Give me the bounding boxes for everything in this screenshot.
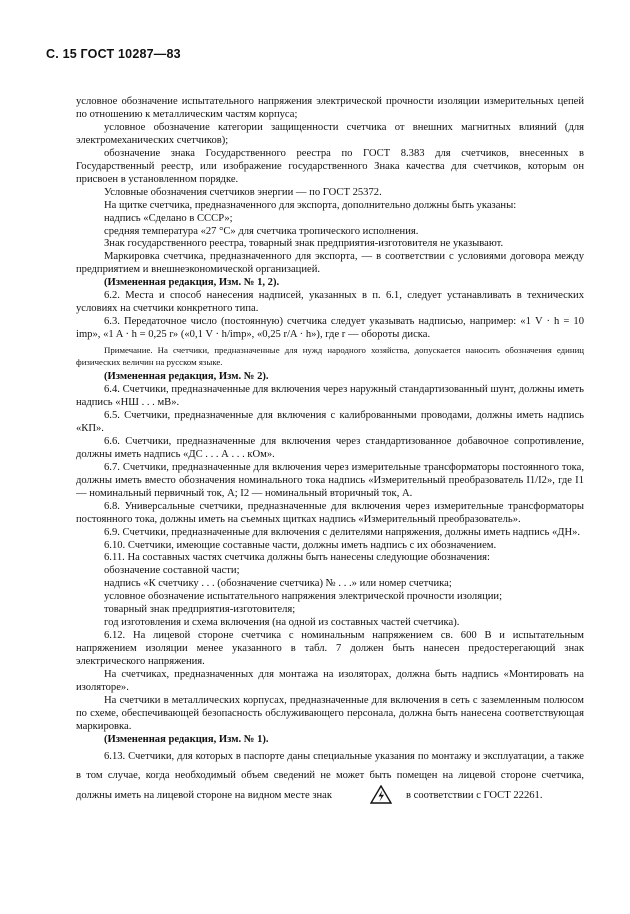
paragraph: Условные обозначения счетчиков энергии — по ГОСТ 25372. bbox=[104, 186, 382, 198]
clause-6-9: 6.9. Счетчики, предназначенные для включения с делителями напряжения, должны иметь надпись «ДН». bbox=[104, 526, 581, 538]
paragraph: На щитке счетчика, предназначенного для экспорта, дополнительно должны быть указаны: bbox=[104, 199, 517, 211]
clause-6-13 bbox=[76, 747, 584, 811]
revision-note: (Измененная редакция, Изм. № 1). bbox=[104, 733, 269, 745]
document-body bbox=[76, 96, 584, 811]
warning-triangle-icon bbox=[342, 785, 392, 811]
paragraph: условное обозначение испытательного напряжения электрической прочности изоляции измерительных цепей по отношению к металлическим частям корпуса; bbox=[76, 96, 584, 120]
list-item: товарный знак предприятия-изготовителя; bbox=[104, 604, 296, 616]
revision-note: (Измененная редакция, Изм. № 1, 2). bbox=[104, 277, 280, 289]
paragraph: обозначение знака Государственного реестра по ГОСТ 8.383 для счетчиков, внесенных в Государственный реестр, или изображение государственного Знака качества для счетчиков, которым он присвоен в установленном порядке. bbox=[76, 147, 584, 185]
clause-6-13-tail: в соответствии с ГОСТ 22261. bbox=[406, 789, 543, 801]
list-item: надпись «К счетчику . . . (обозначение счетчика) № . . .» или номер счетчика; bbox=[104, 578, 452, 590]
list-item: обозначение составной части; bbox=[104, 565, 240, 577]
clause-6-3: 6.3. Передаточное число (постоянную) счетчика следует указывать надписью, например: «1 V · h = 10 imp», «1 A · h = 0,25 r» («0,1 V · h/imp», «0,25 r/A · h»), где r — обороты диска. bbox=[76, 316, 584, 341]
clause-6-8: 6.8. Универсальные счетчики, предназначенные для включения через измерительные трансформаторы постоянного тока, должны иметь на съемных щитках надпись «Измерительный преобразователь». bbox=[76, 500, 584, 525]
paragraph: На счетчики в металлических корпусах, предназначенные для включения в сеть с заземленным полюсом по схеме, обеспечивающей безопасность обслуживающего персонала, должна быть нанесена соответствующая маркировка. bbox=[76, 694, 584, 732]
paragraph: условное обозначение категории защищенности счетчика от внешних магнитных влияний (для электромеханических счетчиков); bbox=[76, 121, 584, 146]
clause-6-12: 6.12. На лицевой стороне счетчика с номинальным напряжением св. 600 В и испытательным напряжением изоляции менее указанного в табл. 7 должен быть нанесен предостерегающий знак электрического напряжения. bbox=[76, 630, 584, 668]
page-header: С. 15 ГОСТ 10287—83 bbox=[46, 47, 181, 61]
clause-6-6: 6.6. Счетчики, предназначенные для включения через стандартизованное добавочное сопротивление, должны иметь надпись «ДС . . . А . . . кОм». bbox=[76, 435, 584, 460]
clause-6-13-text: 6.13. Счетчики, для которых в паспорте даны специальные указания по монтажу и эксплуатации, а также в том случае, когда необходимый объем сведений не может быть помещен на лицевой стороне счетчика, должны иметь на лицевой стороне на видном месте знак bbox=[76, 750, 584, 801]
clause-6-2: 6.2. Места и способ нанесения надписей, указанных в п. 6.1, следует устанавливать в технических условиях на счетчики конкретного типа. bbox=[76, 290, 584, 315]
revision-note: (Измененная редакция, Изм. № 2). bbox=[104, 371, 269, 383]
clause-6-7: 6.7. Счетчики, предназначенные для включения через измерительные трансформаторы постоянного тока, должны иметь вместо обозначения номинального тока надпись «Измерительный преобразователь I1/I2», где I1 — номинальный первичный ток, А; I2 — номинальный вторичный ток, А. bbox=[76, 461, 584, 499]
clause-6-4: 6.4. Счетчики, предназначенные для включения через наружный стандартизованный шунт, должны иметь надпись «НШ . . . мВ». bbox=[76, 384, 584, 409]
list-item: год изготовления и схема включения (на одной из составных частей счетчика). bbox=[104, 617, 460, 629]
paragraph: средняя температура «27 °С» для счетчика тропического исполнения. bbox=[104, 225, 419, 237]
paragraph: Маркировка счетчика, предназначенного для экспорта, — в соответствии с условиями договора между предприятием и внешнеэкономической организацией. bbox=[76, 251, 584, 276]
list-item: условное обозначение испытательного напряжения электрической прочности изоляции; bbox=[104, 591, 503, 603]
clause-6-11: 6.11. На составных частях счетчика должны быть нанесены следующие обозначения: bbox=[104, 552, 490, 564]
paragraph: надпись «Сделано в СССР»; bbox=[104, 212, 233, 224]
paragraph: Знак государственного реестра, товарный знак предприятия-изготовителя не указывают. bbox=[104, 238, 504, 250]
footnote-note: Примечание. На счетчики, предназначенные для нужд народного хозяйства, допускается наносить обозначения единиц физических величин на русском языке. bbox=[76, 345, 584, 368]
paragraph: На счетчиках, предназначенных для монтажа на изоляторах, должна быть надпись «Монтировать на изоляторе». bbox=[76, 669, 584, 693]
clause-6-10: 6.10. Счетчики, имеющие составные части, должны иметь надпись с их обозначением. bbox=[104, 539, 497, 551]
clause-6-5: 6.5. Счетчики, предназначенные для включения с калиброванными проводами, должны иметь надпись «КП». bbox=[76, 409, 584, 434]
